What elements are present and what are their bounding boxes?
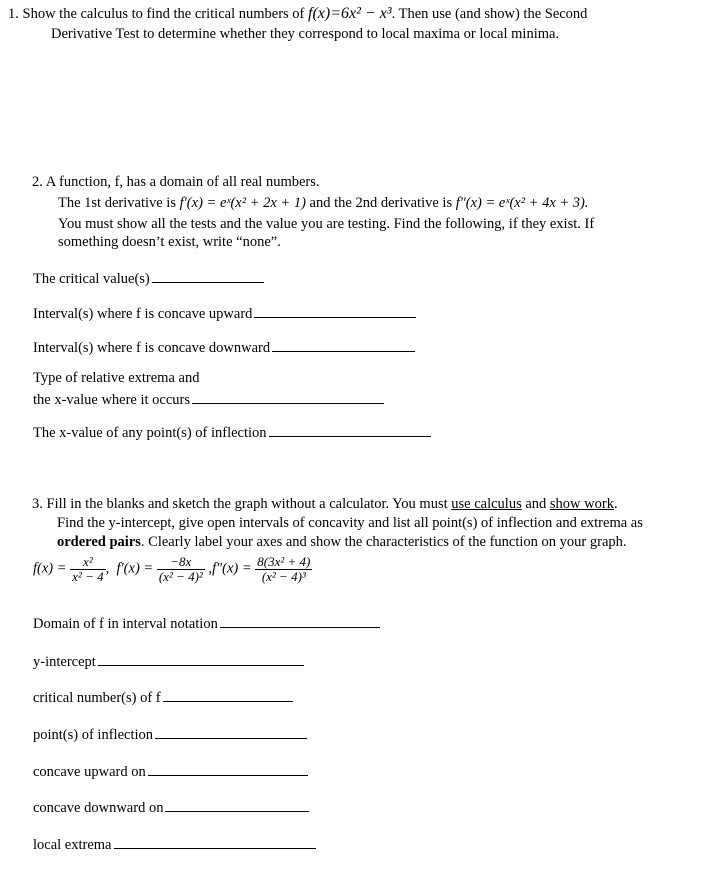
q2-field-extrema bbox=[33, 389, 384, 409]
q3-fpp-fraction bbox=[255, 555, 312, 583]
q3-fp-label: f′(x) = bbox=[116, 560, 154, 577]
q3-line2: Find the y-intercept, give open intervals of concavity and list all point(s) of inflection and extrema as bbox=[57, 515, 643, 531]
q3-fpp-num: 8(3x² + 4) bbox=[257, 554, 311, 569]
q2-field-concave-down bbox=[33, 337, 415, 357]
q3-field-y-intercept bbox=[33, 651, 304, 671]
answer-blank[interactable] bbox=[152, 268, 264, 283]
q3-and: and bbox=[521, 496, 550, 512]
q3-f-num: x² bbox=[83, 554, 93, 569]
q2-number: 2. bbox=[32, 174, 43, 190]
q3-field-concave-up bbox=[33, 761, 308, 781]
q3-field-local-extrema bbox=[33, 834, 316, 854]
q2-first-deriv: f′(x) = eˣ(x² + 2x + 1) bbox=[179, 195, 306, 211]
q2-derivatives-line bbox=[58, 195, 589, 212]
q3-field-label: y-intercept bbox=[33, 654, 96, 670]
q3-line1 bbox=[32, 496, 618, 513]
q2-field-inflection bbox=[33, 422, 431, 442]
q3-period: . bbox=[613, 496, 618, 512]
q3-field-critical bbox=[33, 687, 293, 707]
q3-field-label: critical number(s) of f bbox=[33, 690, 161, 706]
comma: , bbox=[208, 560, 213, 577]
answer-blank[interactable] bbox=[165, 797, 309, 812]
q3-text-pre: Fill in the blanks and sketch the graph without a calculator. You must bbox=[46, 496, 452, 512]
q3-field-inflection bbox=[33, 724, 307, 744]
q1-function: f(x)=6x² − x³ bbox=[308, 5, 392, 22]
q1-number: 1. bbox=[8, 6, 19, 22]
q2-first-deriv-pre: The 1st derivative is bbox=[58, 195, 180, 211]
q2-field-concave-up bbox=[33, 303, 416, 323]
answer-blank[interactable] bbox=[269, 422, 431, 437]
q3-number: 3. bbox=[32, 496, 43, 512]
q3-f-fraction bbox=[70, 555, 105, 583]
answer-blank[interactable] bbox=[114, 834, 316, 849]
q3-f-label: f(x) = bbox=[33, 560, 67, 577]
q2-instructions-2: something doesn’t exist, write “none”. bbox=[58, 234, 281, 250]
q2-field-extrema-line1: Type of relative extrema and bbox=[33, 370, 200, 386]
answer-blank[interactable] bbox=[272, 337, 415, 352]
q1-text-post: . Then use (and show) the Second bbox=[391, 6, 588, 22]
q3-field-domain bbox=[33, 613, 380, 633]
q2-field-label: The critical value(s) bbox=[33, 271, 150, 287]
q2-field-label: Interval(s) where f is concave upward bbox=[33, 306, 253, 322]
q3-function-definitions bbox=[33, 555, 312, 583]
q3-underline-calculus: use calculus bbox=[451, 496, 522, 512]
q3-fp-num: −8x bbox=[170, 554, 192, 569]
answer-blank[interactable] bbox=[192, 389, 384, 404]
q3-underline-work: show work bbox=[549, 496, 614, 512]
answer-blank[interactable] bbox=[220, 613, 380, 628]
q3-f-den: x² − 4 bbox=[72, 568, 104, 584]
q2-field-label: the x-value where it occurs bbox=[33, 392, 191, 408]
q1-line2: Derivative Test to determine whether they correspond to local maxima or local minima. bbox=[51, 26, 560, 42]
q3-field-label: concave downward on bbox=[33, 800, 164, 816]
q3-fpp-den: (x² − 4)³ bbox=[255, 569, 312, 584]
comma: , bbox=[105, 560, 110, 577]
q3-field-label: local extrema bbox=[33, 837, 112, 853]
answer-blank[interactable] bbox=[155, 724, 307, 739]
q2-instructions-1: You must show all the tests and the value you are testing. Find the following, if they exist. If bbox=[58, 216, 595, 232]
q2-intro: A function, f, has a domain of all real numbers. bbox=[45, 174, 320, 190]
answer-blank[interactable] bbox=[163, 687, 293, 702]
answer-blank[interactable] bbox=[148, 761, 308, 776]
q1-line1 bbox=[8, 5, 587, 23]
q3-field-label: Domain of f in interval notation bbox=[33, 616, 218, 632]
q3-fp-den: (x² − 4)² bbox=[158, 568, 203, 584]
q2-field-label: The x-value of any point(s) of inflection bbox=[33, 425, 267, 441]
q3-bold-ordered-pairs: ordered pairs bbox=[57, 534, 141, 550]
q3-fp-fraction bbox=[157, 555, 205, 583]
q2-field-label: Interval(s) where f is concave downward bbox=[33, 340, 271, 356]
q2-field-critical-values bbox=[33, 268, 264, 288]
q3-field-label: concave upward on bbox=[33, 764, 146, 780]
q3-line3-post: . Clearly label your axes and show the characteristics of the function on your graph. bbox=[140, 534, 627, 550]
answer-blank[interactable] bbox=[254, 303, 416, 318]
q2-intro-line bbox=[32, 174, 320, 191]
q2-mid: and the 2nd derivative is bbox=[305, 195, 456, 211]
q1-text-pre: Show the calculus to find the critical numbers of bbox=[22, 6, 308, 22]
q3-field-label: point(s) of inflection bbox=[33, 727, 154, 743]
answer-blank[interactable] bbox=[98, 651, 304, 666]
q3-fpp-label: f″(x) = bbox=[212, 560, 252, 577]
q2-second-deriv: f″(x) = eˣ(x² + 4x + 3). bbox=[455, 195, 589, 211]
q3-line3 bbox=[57, 534, 627, 551]
q3-field-concave-down bbox=[33, 797, 309, 817]
